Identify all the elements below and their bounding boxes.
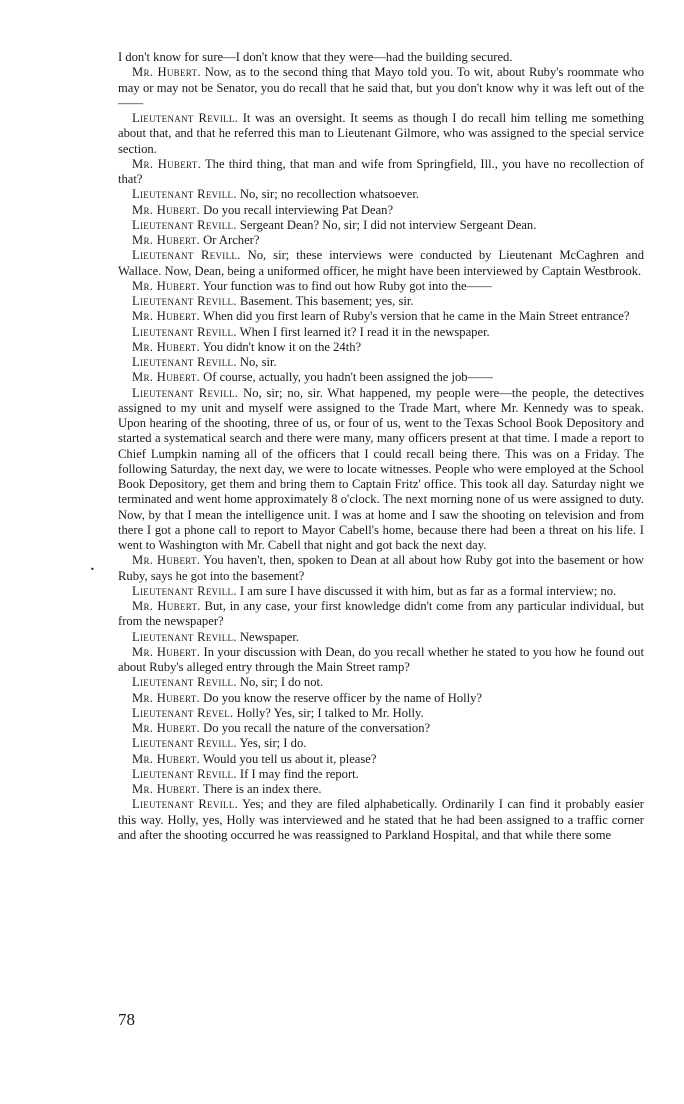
testimony-text: Do you recall interviewing Pat Dean?	[200, 202, 394, 217]
testimony-text: No, sir; I do not.	[236, 675, 324, 690]
speaker-name: Mr. Hubert.	[132, 751, 201, 766]
testimony-text: Your function was to find out how Ruby got into the——	[200, 278, 492, 293]
testimony-paragraph	[118, 340, 644, 355]
margin-mark: •	[90, 565, 95, 574]
page-number: 78	[118, 1010, 135, 1029]
testimony-paragraph	[118, 553, 644, 584]
speaker-name: Mr. Hubert.	[132, 233, 201, 247]
testimony-text: Sergeant Dean? No, sir; I did not interview Sergeant Dean.	[236, 217, 537, 232]
testimony-text: Now, as to the second thing that Mayo told you. To wit, about Ruby's roommate who may or may not be Senator, you do recall that he said that, but you don't know why it was left out of the——	[118, 65, 644, 110]
testimony-text: If I may find the report.	[236, 766, 359, 781]
testimony-paragraph	[118, 248, 644, 279]
testimony-text: The third thing, that man and wife from Springfield, Ill., you have no recollection of that?	[118, 156, 644, 186]
testimony-paragraph	[118, 111, 644, 157]
testimony-paragraph	[118, 386, 644, 554]
speaker-name: Mr. Hubert.	[132, 65, 201, 80]
testimony-text: You haven't, then, spoken to Dean at all about how Ruby got into the basement or how Ruby, says he got into the basement?	[118, 553, 644, 583]
testimony-paragraph	[118, 309, 644, 324]
testimony-text: Do you know the reserve officer by the name of Holly?	[200, 690, 483, 705]
testimony-paragraph	[118, 691, 644, 706]
testimony-text: Newspaper.	[236, 629, 300, 644]
testimony-paragraph	[118, 233, 644, 248]
testimony-text: Of course, actually, you hadn't been assigned the job——	[200, 370, 493, 385]
transcript-body	[118, 50, 644, 843]
speaker-name: Mr. Hubert.	[132, 339, 201, 354]
testimony-text: But, in any case, your first knowledge didn't come from any particular individual, but from the newspaper?	[118, 599, 644, 629]
testimony-text: No, sir; no, sir. What happened, my people were—the people, the detectives assigned to my unit and myself were assigned to the Trade Mart, where Mr. Kennedy was to speak. Upon hearing of the shooting, three of us, or four of us, went to the Texas School Book Depository and started a systematical search and there were many, many officers present at that time. I made a report to Chief Lumpkin naming all of the officers that I could recall being there. This was on a Friday. The following Saturday, the next day, we were to locate witnesses. People who were employed at the School Book Depository, get them and bring them to Captain Fritz' office. This took all day. Saturday night we terminated and went home approximately 8 o'clock. The next morning none of us were assigned to duty. Now, by that I mean the intelligence unit. I was at home and I saw the shooting on television and from there I got a phone call to report to Mayor Cabell's home, because there had been a threat on his life. I went to Washington with Mr. Cabell that night and got back the next day.	[118, 385, 645, 552]
testimony-text: When did you first learn of Ruby's version that he came in the Main Street entrance?	[200, 309, 630, 324]
testimony-paragraph	[118, 706, 644, 721]
testimony-paragraph	[118, 157, 644, 188]
testimony-paragraph	[118, 630, 644, 645]
speaker-name: Mr. Hubert.	[132, 721, 201, 735]
testimony-text: Yes; and they are filed alphabetically. Ordinarily I can find it probably easier this way. Holly, yes, Holly was interviewed and he stated that he had been assigned to a traffic corner and after the shooting occurred he was reassigned to Parkland Hospital, and that while there some	[118, 797, 645, 842]
testimony-text: No, sir.	[236, 355, 277, 369]
testimony-text: Basement. This basement; yes, sir.	[236, 294, 414, 308]
testimony-paragraph	[118, 645, 644, 676]
speaker-name: Lieutenant Revill.	[132, 294, 237, 308]
testimony-text: No, sir; no recollection whatsoever.	[236, 187, 419, 202]
testimony-paragraph	[118, 782, 644, 797]
speaker-name: Lieutenant Revill.	[132, 217, 237, 232]
testimony-text: Yes, sir; I do.	[236, 736, 307, 751]
speaker-name: Mr. Hubert.	[132, 553, 201, 568]
testimony-paragraph	[118, 584, 644, 599]
speaker-name: Lieutenant Revill.	[132, 797, 239, 812]
speaker-name: Lieutenant Revill.	[132, 355, 237, 369]
testimony-text: Do you recall the nature of the conversation?	[200, 721, 431, 735]
testimony-text: There is an index there.	[200, 782, 322, 796]
testimony-text: Holly? Yes, sir; I talked to Mr. Holly.	[233, 705, 424, 720]
speaker-name: Lieutenant Revill.	[132, 583, 237, 598]
testimony-paragraph	[118, 294, 644, 309]
testimony-paragraph	[118, 355, 644, 370]
testimony-text: No, sir; these interviews were conducted by Lieutenant McCaghren and Wallace. Now, Dean, being a uniformed officer, he might have been interviewed by Captain Westbrook.	[118, 248, 644, 278]
testimony-paragraph	[118, 767, 644, 782]
testimony-text: Would you tell us about it, please?	[200, 751, 377, 766]
testimony-text: In your discussion with Dean, do you recall whether he stated to you how he found out about Ruby's alleged entry through the Main Street ramp?	[118, 644, 644, 674]
speaker-name: Lieutenant Revill.	[132, 187, 237, 202]
testimony-paragraph	[118, 325, 644, 340]
testimony-paragraph	[118, 65, 644, 111]
testimony-paragraph	[118, 203, 644, 218]
testimony-paragraph	[118, 187, 644, 202]
speaker-name: Mr. Hubert.	[132, 782, 201, 796]
speaker-name: Mr. Hubert.	[132, 202, 201, 217]
testimony-paragraph	[118, 675, 644, 690]
testimony-paragraph	[118, 721, 644, 736]
speaker-name: Lieutenant Revill.	[132, 736, 237, 751]
testimony-paragraph	[118, 279, 644, 294]
speaker-name: Lieutenant Revill.	[132, 385, 239, 400]
testimony-paragraph	[118, 752, 644, 767]
testimony-paragraph	[118, 50, 644, 65]
speaker-name: Mr. Hubert.	[132, 370, 201, 385]
testimony-paragraph	[118, 797, 644, 843]
testimony-paragraph	[118, 370, 644, 385]
speaker-name: Lieutenant Revel.	[132, 705, 234, 720]
speaker-name: Lieutenant Revill.	[132, 248, 241, 263]
speaker-name: Lieutenant Revill.	[132, 324, 237, 339]
testimony-paragraph	[118, 736, 644, 751]
speaker-name: Mr. Hubert.	[132, 156, 202, 171]
testimony-text: When I first learned it? I read it in the newspaper.	[236, 324, 490, 339]
speaker-name: Mr. Hubert.	[132, 644, 201, 659]
testimony-text: It was an oversight. It seems as though I do recall him telling me something about that, and that he referred this man to Lieutenant Gilmore, who was assigned to the special service section.	[118, 111, 644, 156]
testimony-text: I am sure I have discussed it with him, but as far as a formal interview; no.	[236, 583, 617, 598]
testimony-text: Or Archer?	[200, 233, 260, 247]
speaker-name: Mr. Hubert.	[132, 599, 201, 613]
speaker-name: Mr. Hubert.	[132, 309, 201, 324]
testimony-text: You didn't know it on the 24th?	[200, 339, 362, 354]
speaker-name: Mr. Hubert.	[132, 278, 201, 293]
speaker-name: Lieutenant Revill.	[132, 675, 237, 690]
testimony-paragraph	[118, 599, 644, 630]
speaker-name: Lieutenant Revill.	[132, 629, 237, 644]
testimony-text: I don't know for sure—I don't know that they were—had the building secured.	[118, 50, 513, 64]
speaker-name: Mr. Hubert.	[132, 690, 201, 705]
speaker-name: Lieutenant Revill.	[132, 111, 239, 125]
testimony-paragraph	[118, 218, 644, 233]
speaker-name: Lieutenant Revill.	[132, 766, 237, 781]
